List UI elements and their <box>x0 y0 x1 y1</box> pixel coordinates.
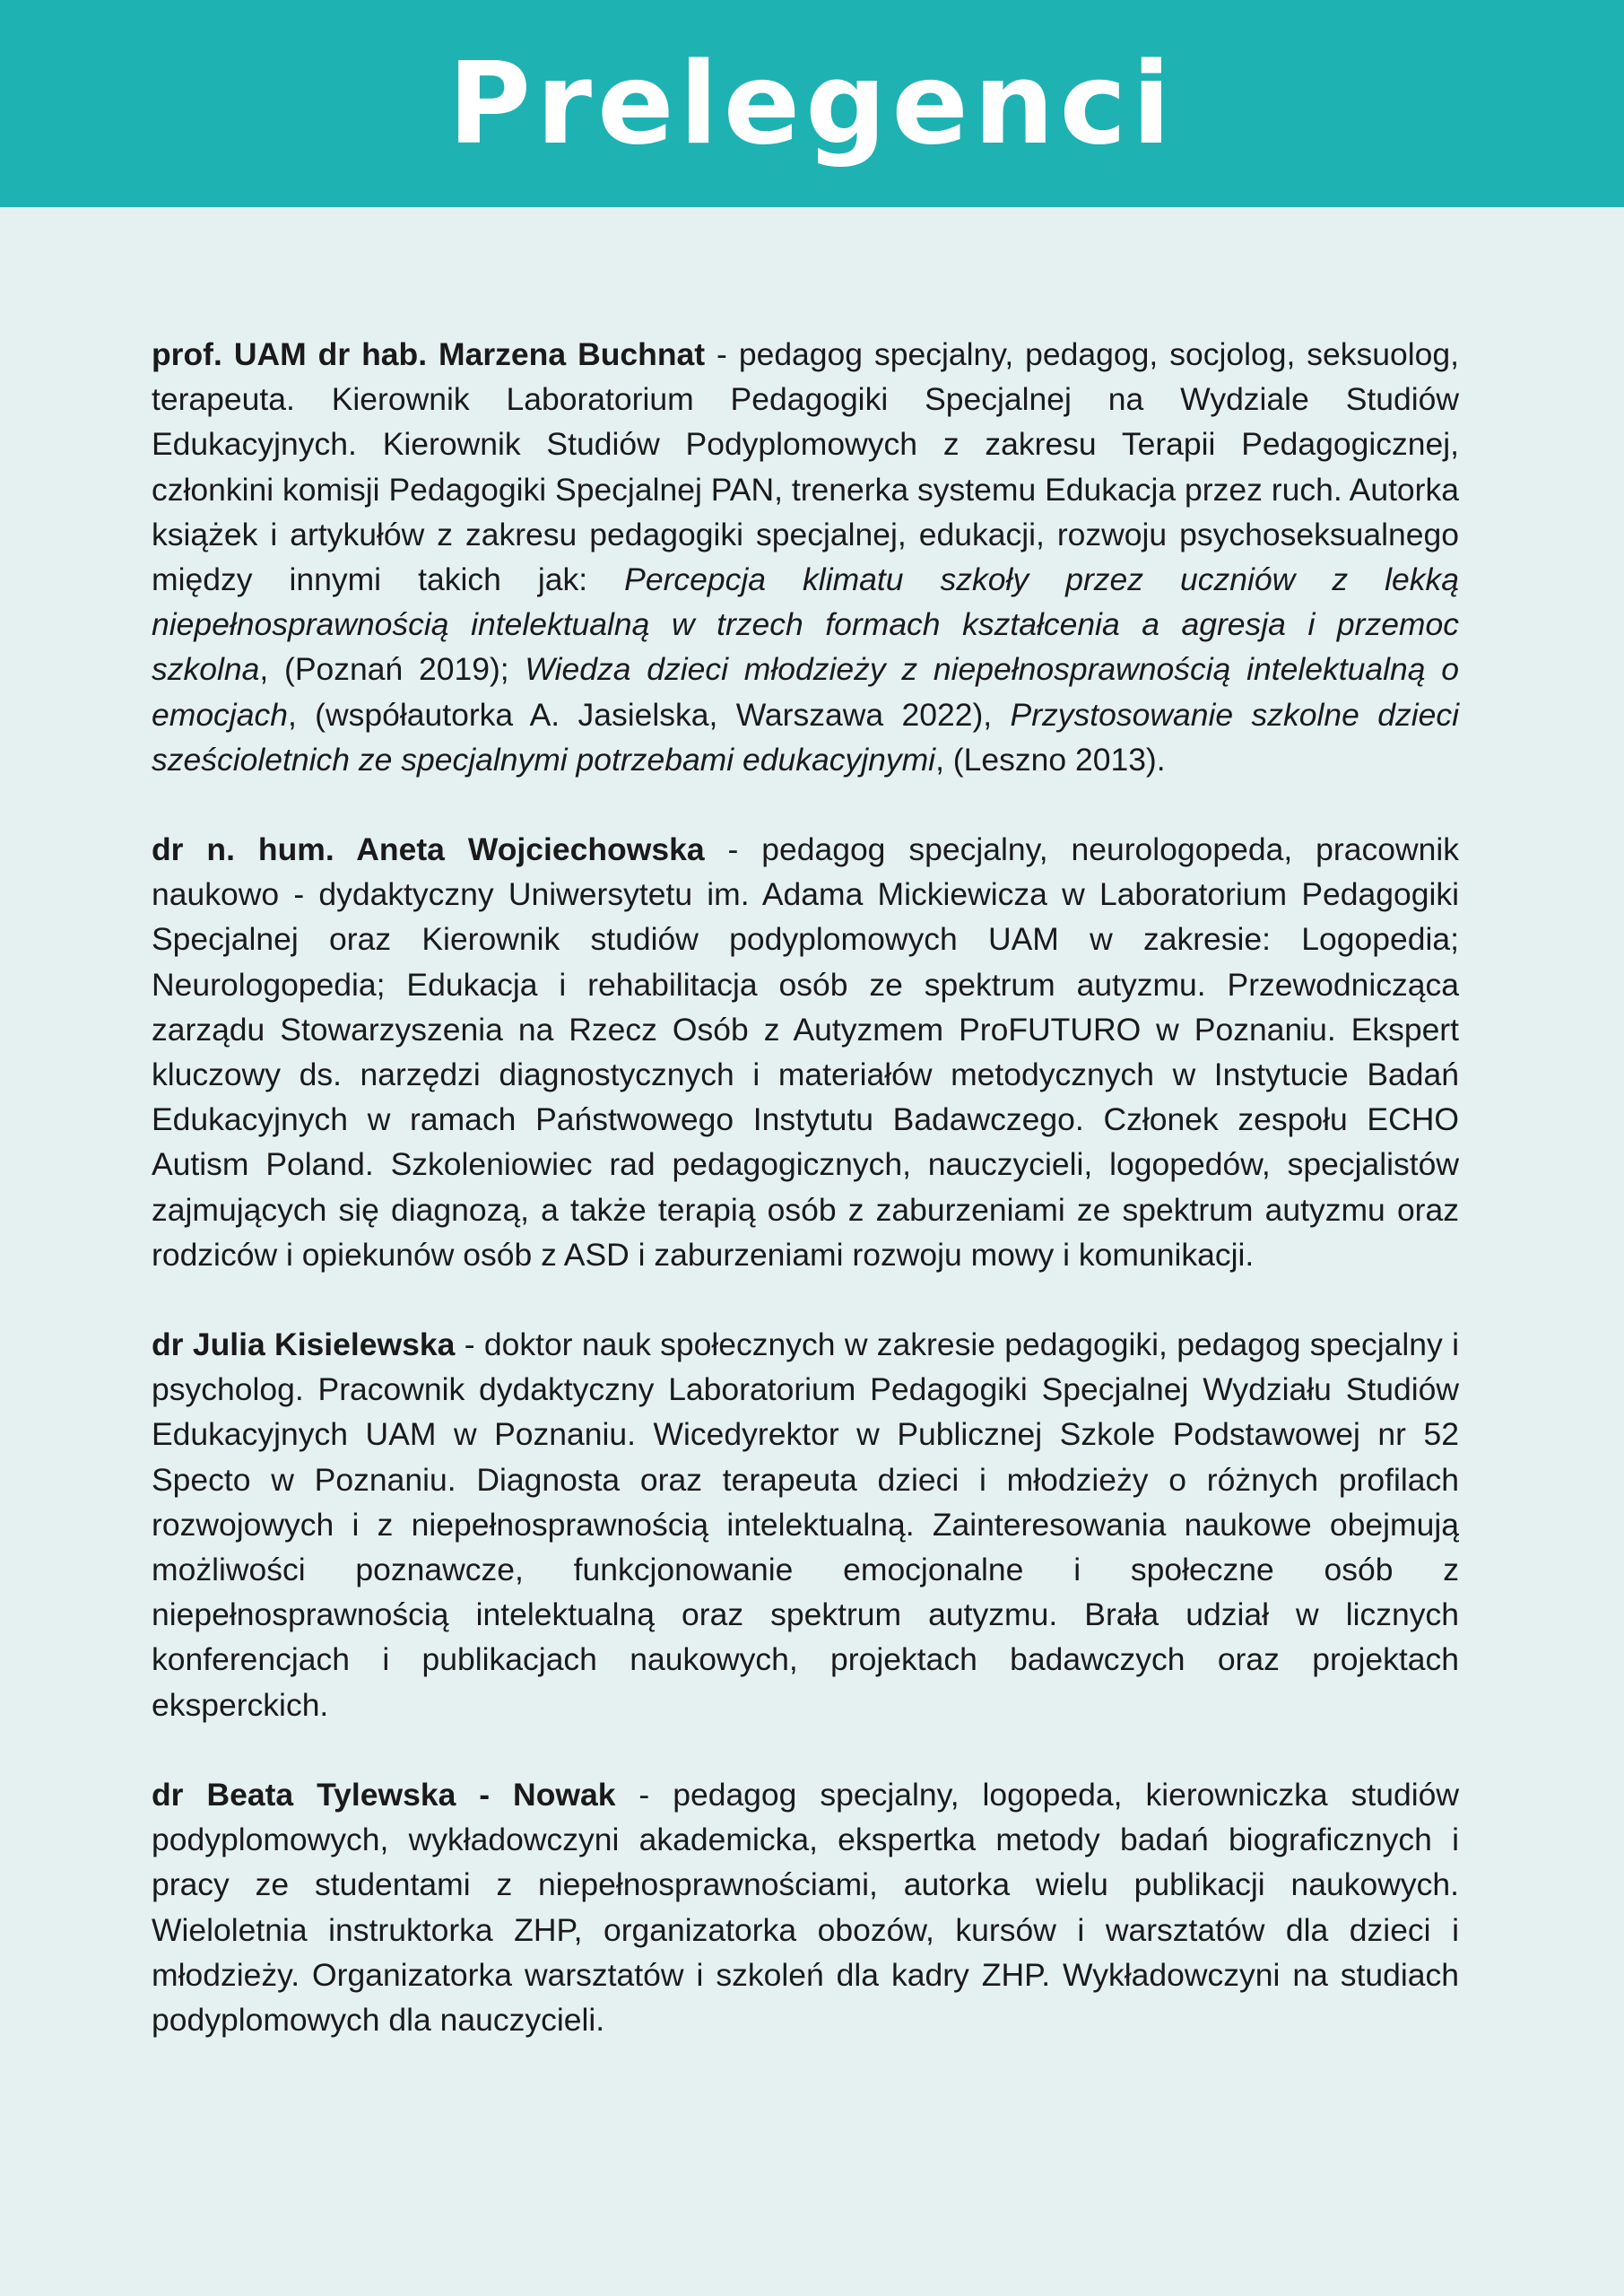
speaker-name: dr n. hum. Aneta Wojciechowska <box>152 831 705 868</box>
bio-text: - pedagog specjalny, pedagog, socjolog, seksuolog, terapeuta. Kierownik Laboratorium Pedagogiki Specjalnej na Wydziale Studiów Edukacyjnych. Kierownik Studiów Podyplomowych z zakresu Terapii Pedagogicznej, członkini komisji Pedagogiki Specjalnej PAN, trenerka systemu Edukacja przez ruch. Autorka książek i artykułów z zakresu pedagogiki specjalnej, edukacji, rozwoju psychoseksualnego między innymi takich jak: <box>152 336 1460 598</box>
speaker-bio <box>152 827 1459 1277</box>
book-title: Wiedza dzieci młodzieży z niepełnosprawnością intelektualną o emocjach <box>152 651 1459 733</box>
bio-text: , (Poznań 2019); <box>259 651 525 688</box>
bio-text: - pedagog specjalny, logopeda, kierowniczka studiów podyplomowych, wykładowczyni akademicka, ekspertka metody badań biograficznych i pracy ze studentami z niepełnosprawnościami, autorka wielu publikacji naukowych. Wieloletnia instruktorka ZHP, organizatorka obozów, kursów i warsztatów dla dzieci i młodzieży. Organizatorka warsztatów i szkoleń dla kadry ZHP. Wykładowczyni na studiach podyplomowych dla nauczycieli. <box>152 1776 1459 2038</box>
book-title: Percepcja klimatu szkoły przez uczniów z lekką niepełnosprawnością intelektualną w trzech formach kształcenia a agresja i przemoc szkolna <box>152 561 1459 688</box>
speaker-name: prof. UAM dr hab. Marzena Buchnat <box>152 336 706 372</box>
speakers-list <box>152 332 1459 2087</box>
header-banner <box>0 0 1624 207</box>
speaker-name: dr Beata Tylewska - Nowak <box>152 1776 616 1813</box>
bio-text: , (Leszno 2013). <box>935 741 1166 778</box>
bio-text: , (współautorka A. Jasielska, Warszawa 2022), <box>287 696 1011 733</box>
speaker-bio <box>152 1772 1459 2042</box>
book-title: Przystosowanie szkolne dzieci sześcioletnich ze specjalnymi potrzebami edukacyjnymi <box>152 696 1459 778</box>
bio-text: - pedagog specjalny, neurologopeda, pracownik naukowo - dydaktyczny Uniwersytetu im. Adama Mickiewicza w Laboratorium Pedagogiki Specjalnej oraz Kierownik studiów podyplomowych UAM w zakresie: Logopedia; Neurologopedia; Edukacja i rehabilitacja osób ze spektrum autyzmu. Przewodnicząca zarządu Stowarzyszenia na Rzecz Osób z Autyzmem ProFUTURO w Poznaniu. Ekspert kluczowy ds. narzędzi diagnostycznych i materiałów metodycznych w Instytucie Badań Edukacyjnych w ramach Państwowego Instytutu Badawczego. Członek zespołu ECHO Autism Poland. Szkoleniowiec rad pedagogicznych, nauczycieli, logopedów, specjalistów zajmujących się diagnozą, a także terapią osób z zaburzeniami ze spektrum autyzmu oraz rodziców i opiekunów osób z ASD i zaburzeniami rozwoju mowy i komunikacji. <box>152 831 1459 1273</box>
page-title: Prelegenci <box>447 38 1177 170</box>
speaker-bio <box>152 1322 1459 1727</box>
bio-text: - doktor nauk społecznych w zakresie pedagogiki, pedagog specjalny i psycholog. Pracownik dydaktyczny Laboratorium Pedagogiki Specjalnej Wydziału Studiów Edukacyjnych UAM w Poznaniu. Wicedyrektor w Publicznej Szkole Podstawowej nr 52 Specto w Poznaniu. Diagnosta oraz terapeuta dzieci i młodzieży o różnych profilach rozwojowych i z niepełnosprawnością intelektualną. Zainteresowania naukowe obejmują możliwości poznawcze, funkcjonowanie emocjonalne i społeczne osób z niepełnosprawnością intelektualną oraz spektrum autyzmu. Brała udział w licznych konferencjach i publikacjach naukowych, projektach badawczych oraz projektach eksperckich. <box>152 1326 1459 1723</box>
speaker-name: dr Julia Kisielewska <box>152 1326 456 1363</box>
speaker-bio <box>152 332 1459 782</box>
